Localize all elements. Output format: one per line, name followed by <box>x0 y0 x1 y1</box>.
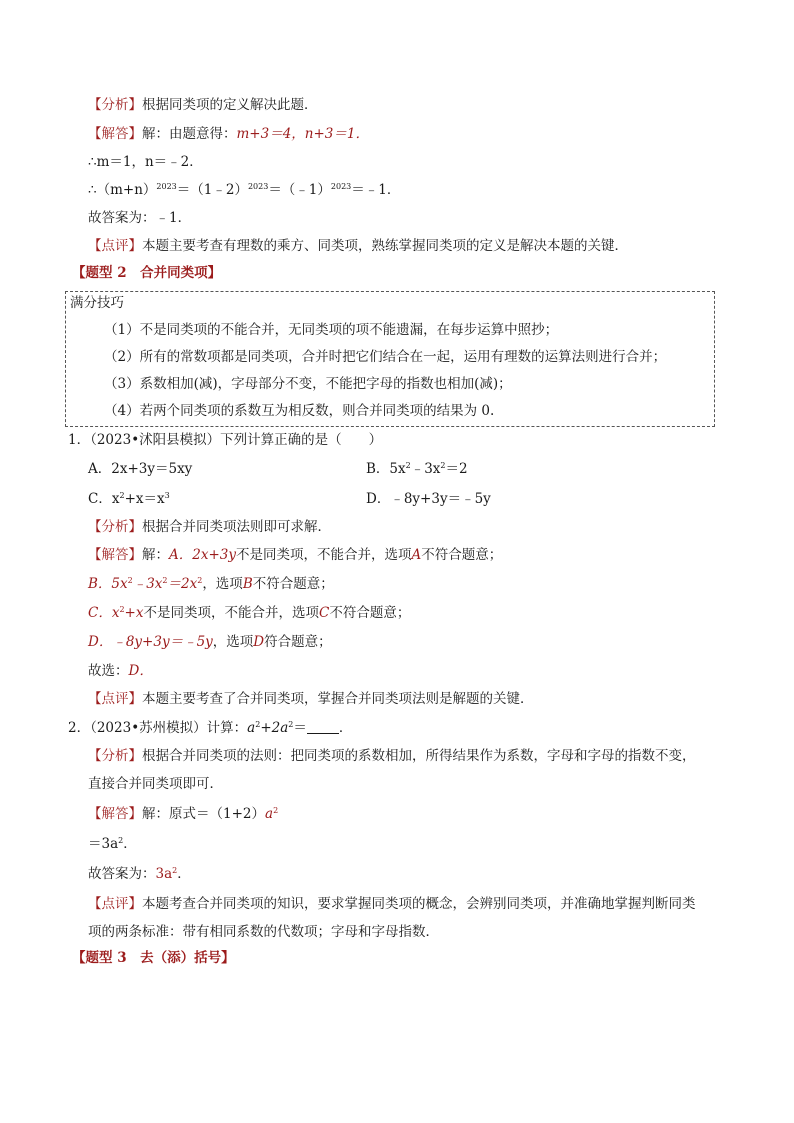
b-exp1: 2 <box>127 576 133 585</box>
d3: D <box>253 634 265 650</box>
option-c-b: +x＝x <box>124 491 165 507</box>
analysis-tag: 【分析】 <box>88 519 142 535</box>
tip-item-3: （3）系数相加(减)，字母部分不变，不能把字母的指数也相加(减)； <box>104 376 512 392</box>
option-b-c: ＝2 <box>445 461 468 477</box>
comment-text: 本题主要考查了合并同类项，掌握合并同类项法则是解题的关键． <box>142 691 534 707</box>
c2: +x <box>124 605 144 621</box>
q1-answer-b <box>88 574 334 594</box>
q1-option-a <box>88 459 192 479</box>
answer-tag: 【解答】 <box>88 126 142 142</box>
q1-stem: 1．（2023•沭阳县模拟）下列计算正确的是（ ） <box>68 432 383 448</box>
b-exp3: 2 <box>197 576 203 585</box>
stem-d: ＝ <box>293 720 307 736</box>
q1-answer <box>88 545 502 565</box>
b5: B <box>242 576 253 592</box>
option-b-b: ﹣3x <box>410 461 441 477</box>
q1-answer-c <box>88 603 410 623</box>
stem-b: a <box>247 720 256 736</box>
stem-c: +2a <box>260 720 289 736</box>
answer-a4: A <box>411 547 422 563</box>
choose-val: D． <box>128 663 153 679</box>
step-b: ． <box>123 836 137 852</box>
analysis-tag: 【分析】 <box>88 97 142 113</box>
option-label: C． <box>88 491 112 507</box>
stem-e: ． <box>338 720 353 736</box>
answer-b: a <box>265 806 274 822</box>
section-3-title: 【题型 3 去（添）括号】 <box>72 950 235 966</box>
step2-exp3: 2023 <box>330 182 352 191</box>
step-a: ＝3a <box>88 836 119 852</box>
option-c-exp2: 3 <box>164 491 170 500</box>
q2-answer <box>88 804 278 824</box>
option-text: 2x+3y＝5xy <box>111 461 193 477</box>
q1-option-b <box>366 459 468 479</box>
b2: ﹣3x <box>132 576 163 592</box>
b3: ＝2x <box>167 576 198 592</box>
answer-tag: 【解答】 <box>88 547 142 563</box>
tip-item-1: （1）不是同类项的不能合并，无同类项的项不能遗漏，在每步运算中照抄； <box>104 322 559 338</box>
analysis-tag: 【分析】 <box>88 748 142 764</box>
answer-tag: 【解答】 <box>88 806 142 822</box>
b6: 不符合题意； <box>252 576 334 592</box>
analysis-text: 根据同类项的定义解决此题． <box>142 97 318 113</box>
stem-a: 2．（2023•苏州模拟）计算： <box>68 720 248 736</box>
c-exp1: 2 <box>119 605 125 614</box>
q0-comment <box>88 236 628 256</box>
answer-prefix: 解：由题意得： <box>142 126 237 142</box>
option-c-a: x <box>111 491 120 507</box>
c4: C <box>318 605 330 621</box>
final-b: 3a <box>155 866 173 882</box>
answer-a5: 不符合题意； <box>421 547 503 563</box>
option-label: A． <box>88 461 112 477</box>
step2-c: ＝（﹣1） <box>268 182 331 198</box>
q1-option-d <box>366 489 491 509</box>
comment-tag: 【点评】 <box>88 896 142 912</box>
tip-item-2: （2）所有的常数项都是同类项，合并时把它们结合在一起，运用有理数的运算法则进行合并； <box>104 349 667 365</box>
comment-tag: 【点评】 <box>88 238 142 254</box>
final-c: ． <box>177 866 191 882</box>
q2-analysis-2: 直接合并同类项即可． <box>88 776 223 792</box>
answer-a3: 不是同类项，不能合并，选项 <box>235 547 412 563</box>
answer-blank <box>307 719 339 734</box>
c1: C．x <box>88 605 120 621</box>
analysis-l1: 根据合并同类项的法则：把同类项的系数相加，所得结果作为系数，字母和字母的指数不变， <box>142 748 696 764</box>
option-c-exp1: 2 <box>119 491 125 500</box>
q2-comment-1 <box>88 894 696 914</box>
b-exp2: 2 <box>162 576 168 585</box>
step2-d: ＝﹣1． <box>351 182 401 198</box>
q1-choice <box>88 661 153 681</box>
q2-analysis-1 <box>88 746 696 766</box>
step-exp: 2 <box>118 836 124 845</box>
answer-eq1: m+3＝4， <box>236 126 305 142</box>
q1-comment <box>88 689 534 709</box>
step2-b: ＝（1﹣2） <box>176 182 248 198</box>
option-b-a: 5x <box>389 461 406 477</box>
final-a: 故答案为： <box>88 866 156 882</box>
option-label: B． <box>366 461 390 477</box>
comment-l1: 本题考查合并同类项的知识，要求掌握同类项的概念，会辨别同类项，并准确地掌握判断同类 <box>142 896 696 912</box>
final-exp: 2 <box>172 866 178 875</box>
d2: ，选项 <box>212 634 254 650</box>
c3: 不是同类项，不能合并，选项 <box>143 605 319 621</box>
b4: ，选项 <box>202 576 243 592</box>
answer-a2: A．2x+3y <box>169 547 236 563</box>
q2-final <box>88 864 191 884</box>
c5: 不符合题意； <box>329 605 411 621</box>
q1-analysis <box>88 517 331 537</box>
stem-exp2: 2 <box>288 720 294 729</box>
step2-exp2: 2023 <box>247 182 269 191</box>
q0-analysis <box>88 95 318 115</box>
option-label: D． <box>366 491 391 507</box>
answer-eq2: n+3＝1． <box>304 126 369 142</box>
q0-step1: ∴m＝1，n＝﹣2． <box>88 154 203 170</box>
step2-a: ∴（m+n） <box>88 182 157 198</box>
q0-final: 故答案为：﹣1． <box>88 210 192 226</box>
q1-option-c <box>88 489 170 509</box>
d4: 符合题意； <box>264 634 332 650</box>
answer-a1: 解： <box>142 547 169 563</box>
q0-step2 <box>88 180 400 200</box>
comment-tag: 【点评】 <box>88 691 142 707</box>
comment-text: 本题主要考查有理数的乘方、同类项，熟练掌握同类项的定义是解决本题的关键． <box>142 238 628 254</box>
q2-stem <box>68 718 352 738</box>
q0-answer <box>88 124 369 144</box>
section-2-title: 【题型 2 合并同类项】 <box>72 265 222 281</box>
answer-a: 解：原式＝（1+2） <box>142 806 265 822</box>
d1: D．﹣8y+3y＝﹣5y <box>88 634 213 650</box>
choose: 故选： <box>88 663 129 679</box>
q1-answer-d <box>88 632 332 652</box>
option-b-exp2: 2 <box>440 461 446 470</box>
q2-comment-2: 项的两条标准：带有相同系数的代数项；字母和字母指数． <box>88 924 439 940</box>
stem-exp1: 2 <box>255 720 261 729</box>
analysis-text: 根据合并同类项法则即可求解． <box>142 519 331 535</box>
tips-title: 满分技巧 <box>70 295 124 311</box>
tip-item-4: （4）若两个同类项的系数互为相反数，则合并同类项的结果为 0. <box>104 403 495 419</box>
option-text: ﹣8y+3y＝﹣5y <box>390 491 491 507</box>
answer-exp: 2 <box>273 806 279 815</box>
b1: B．5x <box>88 576 128 592</box>
q2-step <box>88 834 137 854</box>
step2-exp1: 2023 <box>156 182 177 191</box>
option-b-exp1: 2 <box>405 461 411 470</box>
